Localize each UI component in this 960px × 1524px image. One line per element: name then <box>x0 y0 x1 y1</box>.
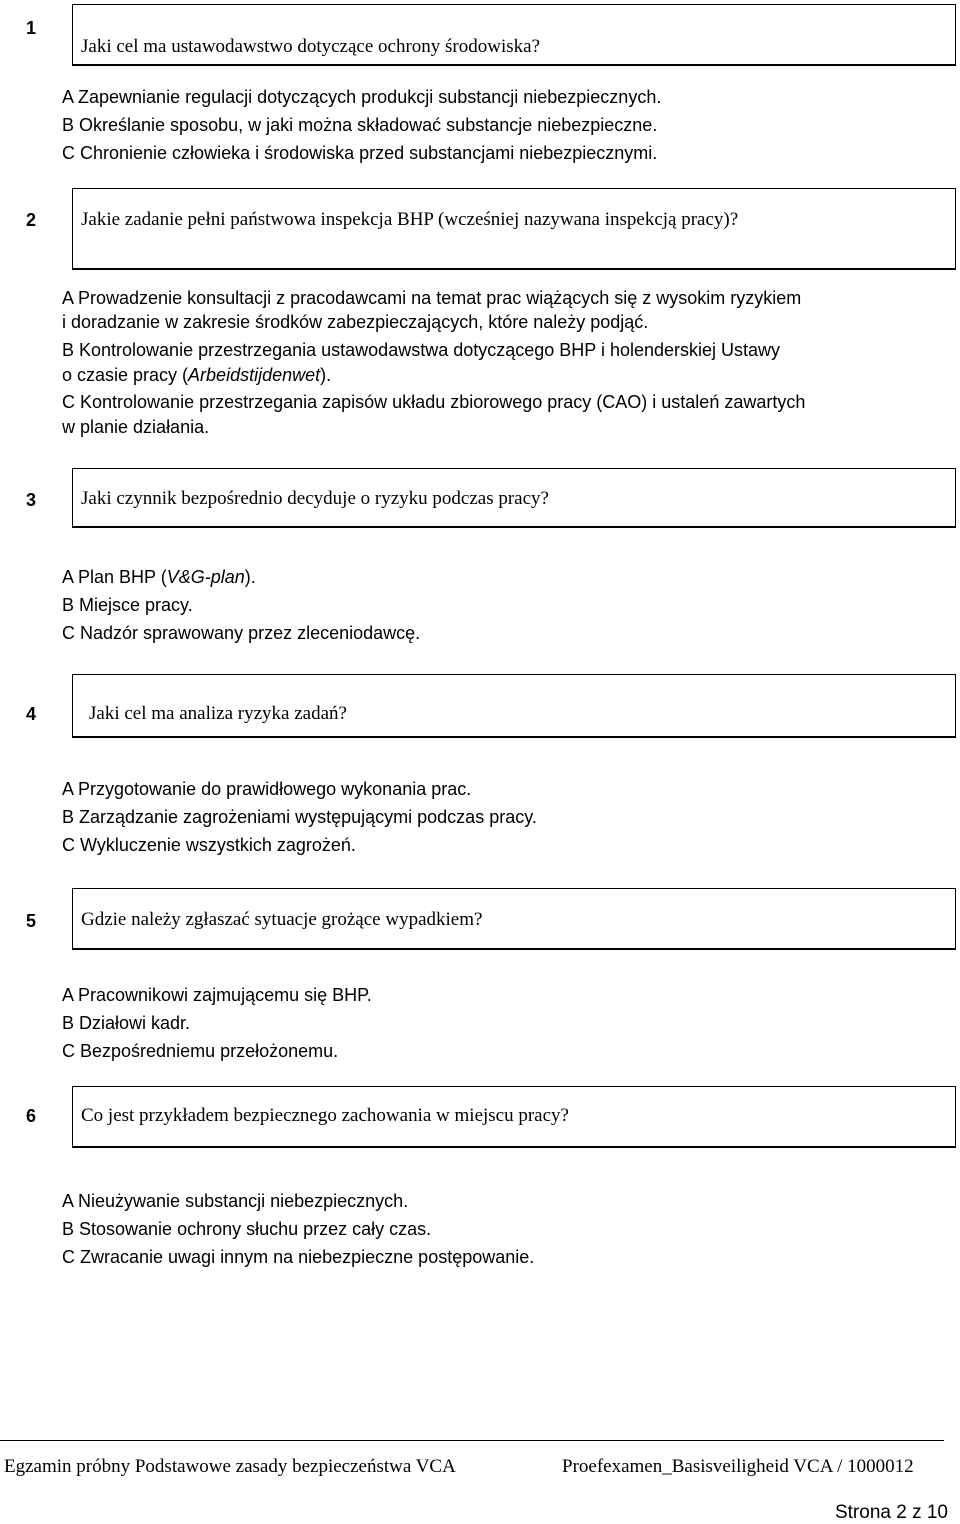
question-box <box>72 468 956 528</box>
question-number: 5 <box>26 911 37 931</box>
question-number: 3 <box>26 490 37 510</box>
footer-exam-title: Egzamin próbny Podstawowe zasady bezpieczeństwa VCA <box>4 1456 456 1477</box>
question-box <box>72 1086 956 1148</box>
answer-b: B Miejsce pracy. <box>62 595 193 615</box>
answer-c: C Zwracanie uwagi innym na niebezpieczne postępowanie. <box>62 1247 535 1267</box>
question-text: Jakie zadanie pełni państwowa inspekcja BHP (wcześniej nazywana inspekcją pracy)? <box>81 209 739 230</box>
question-text: Gdzie należy zgłaszać sytuacje grożące wypadkiem? <box>81 909 483 930</box>
answer-c: C Bezpośredniemu przełożonemu. <box>62 1041 339 1061</box>
answer-a-cont: i doradzanie w zakresie środków zabezpieczających, które należy podjąć. <box>62 312 649 332</box>
answer-c: C Nadzór sprawowany przez zleceniodawcę. <box>62 623 421 643</box>
footer-exam-code: Proefexamen_Basisveiligheid VCA / 1000012 <box>562 1456 914 1477</box>
answer-a: A Pracownikowi zajmującemu się BHP. <box>62 985 372 1005</box>
law-name: Arbeidstijdenwet <box>188 365 321 385</box>
answer-a: A Nieużywanie substancji niebezpiecznych. <box>62 1191 409 1211</box>
question-box <box>72 188 956 270</box>
question-text: Jaki czynnik bezpośrednio decyduje o ryzyku podczas pracy? <box>81 488 549 509</box>
answer-b: B Działowi kadr. <box>62 1013 191 1033</box>
question-number: 6 <box>26 1106 37 1126</box>
question-text: Jaki cel ma ustawodawstwo dotyczące ochrony środowiska? <box>81 36 541 57</box>
page-number: Strona 2 z 10 <box>834 1502 948 1523</box>
footer-divider <box>0 1440 944 1441</box>
question-box <box>72 888 956 950</box>
answer-a: A Prowadzenie konsultacji z pracodawcami na temat prac wiążących się z wysokim ryzykiem <box>62 288 802 308</box>
answer-c-cont: w planie działania. <box>62 417 210 437</box>
answer-c: C Chronienie człowieka i środowiska przed substancjami niebezpiecznymi. <box>62 143 658 163</box>
answer-a: A Przygotowanie do prawidłowego wykonania prac. <box>62 779 472 799</box>
answer-b: B Zarządzanie zagrożeniami występującymi podczas pracy. <box>62 807 537 827</box>
answer-b: B Określanie sposobu, w jaki można składować substancje niebezpieczne. <box>62 115 658 135</box>
question-box <box>72 674 956 738</box>
question-number: 4 <box>26 704 37 724</box>
answer-a: A Zapewnianie regulacji dotyczących produkcji substancji niebezpiecznych. <box>62 87 662 107</box>
answer-b: B Stosowanie ochrony słuchu przez cały czas. <box>62 1219 432 1239</box>
question-text: Jaki cel ma analiza ryzyka zadań? <box>89 703 347 724</box>
answer-a: A Plan BHP (V&G-plan). <box>62 567 256 587</box>
answer-c: C Wykluczenie wszystkich zagrożeń. <box>62 835 356 855</box>
plan-name: V&G-plan <box>166 567 245 587</box>
question-text: Co jest przykładem bezpiecznego zachowania w miejscu pracy? <box>81 1105 569 1126</box>
answer-c: C Kontrolowanie przestrzegania zapisów układu zbiorowego pracy (CAO) i ustaleń zawartych <box>62 392 806 412</box>
answer-b: B Kontrolowanie przestrzegania ustawodawstwa dotyczącego BHP i holenderskiej Ustawy <box>62 340 781 360</box>
question-box <box>72 4 956 66</box>
question-number: 2 <box>26 210 37 230</box>
question-number: 1 <box>26 18 37 38</box>
answer-b-cont: o czasie pracy (Arbeidstijdenwet). <box>62 365 332 385</box>
